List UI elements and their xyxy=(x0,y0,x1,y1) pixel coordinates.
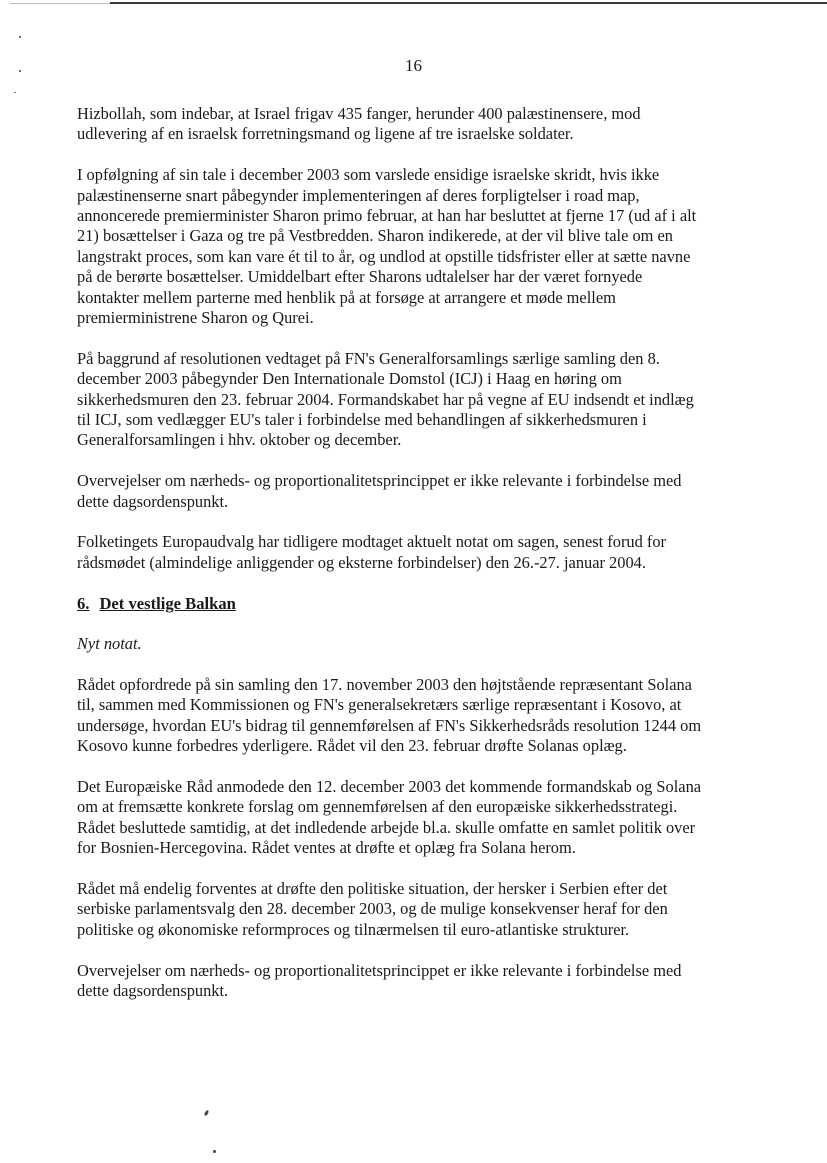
paragraph-icj-hearing: På baggrund af resolutionen vedtaget på FN's Generalforsamlings særlige samling den 8. december 2003 påbegynder Den Internationale Domstol (ICJ) i Haag en høring om sikkerhedsmuren den 23. februar 2004. Formandskabet har på vegne af EU indsendt et indlæg til ICJ, som vedlægger EU's taler i forbindelse med behandlingen af sikkerhedsmuren i Generalforsamlingen i hhv. oktober og december. xyxy=(77,348,694,450)
paragraph-subsidiarity-1: Overvejelser om nærheds- og proportionalitetsprincippet er ikke relevante i forbindelse med dette dagsordenspunkt. xyxy=(77,471,682,511)
document-body xyxy=(77,104,762,1022)
scan-speck xyxy=(19,70,21,72)
paragraph-hizbollah: Hizbollah, som indebar, at Israel frigav 435 fanger, herunder 400 palæstinensere, mod udlevering af en israelsk forretningsmand og ligene af tre israelske soldater. xyxy=(77,104,641,144)
top-rule-faint xyxy=(10,3,110,4)
paragraph-security-strategy: Det Europæiske Råd anmodede den 12. december 2003 det kommende formandskab og Solana om at fremsætte konkrete forslag om gennemførelsen af den europæiske sikkerhedsstrategi. Rådet besluttede samtidig, at det indledende arbejde bl.a. skulle omfatte en samlet politik over for Bosnien-Hercegovina. Rådet ventes at drøfte et oplæg fra Solana herom. xyxy=(77,776,702,858)
scan-speck xyxy=(14,92,16,93)
top-rule xyxy=(110,2,827,4)
paragraph-subsidiarity-2: Overvejelser om nærheds- og proportionalitetsprincippet er ikke relevante i forbindelse med dette dagsordenspunkt. xyxy=(77,960,682,1000)
section-title: Det vestlige Balkan xyxy=(99,593,236,613)
paragraph-kosovo: Rådet opfordrede på sin samling den 17. november 2003 den højtstående repræsentant Solana til, sammen med Kommissionen og FN's generalsekretærs særlige repræsentant i Kosovo, at undersøge, hvordan EU's bidrag til gennemførelsen af FN's Sikkerhedsråds resolution 1244 om Kosovo kunne forbedres yderligere. Rådet vil den 23. februar drøfte Solanas oplæg. xyxy=(77,674,702,756)
paragraph-europaudvalg: Folketingets Europaudvalg har tidligere modtaget aktuelt notat om sagen, senest forud for rådsmødet (almindelige anliggender og eksterne forbindelser) den 26.-27. januar 2004. xyxy=(77,532,666,572)
scan-speck xyxy=(204,1110,210,1117)
paragraph-serbia: Rådet må endelig forventes at drøfte den politiske situation, der hersker i Serbien efter det serbiske parlamentsvalg den 28. december 2003, og de mulige konsekvenser heraf for den politiske og økonomiske reformproces og tilnærmelsen til euro-atlantiske strukturer. xyxy=(77,878,668,939)
scan-speck xyxy=(213,1150,216,1153)
scan-speck xyxy=(19,36,21,38)
section-heading xyxy=(77,594,762,614)
note-label: Nyt notat. xyxy=(77,634,142,654)
paragraph-sharon-settlements: I opfølgning af sin tale i december 2003 som varslede ensidige israelske skridt, hvis ikke palæstinenserne snart påbegynder implementeringen af deres forpligtelser i road map, annoncerede premierminister Sharon primo februar, at han har besluttet at fjerne 17 (ud af i alt 21) bosættelser i Gaza og tre på Vestbredden. Sharon indikerede, at der vil blive tale om en langstrakt proces, som kan vare ét til to år, og undlod at opstille tidsfrister eller at sætte navne på de berørte bosættelser. Umiddelbart efter Sharons udtalelser har der været fornyede kontakter mellem parterne med henblik på at forsøge at arrangere et møde mellem premierministrene Sharon og Qurei. xyxy=(77,165,697,328)
page-number: 16 xyxy=(405,56,422,75)
section-number: 6. xyxy=(77,593,90,613)
